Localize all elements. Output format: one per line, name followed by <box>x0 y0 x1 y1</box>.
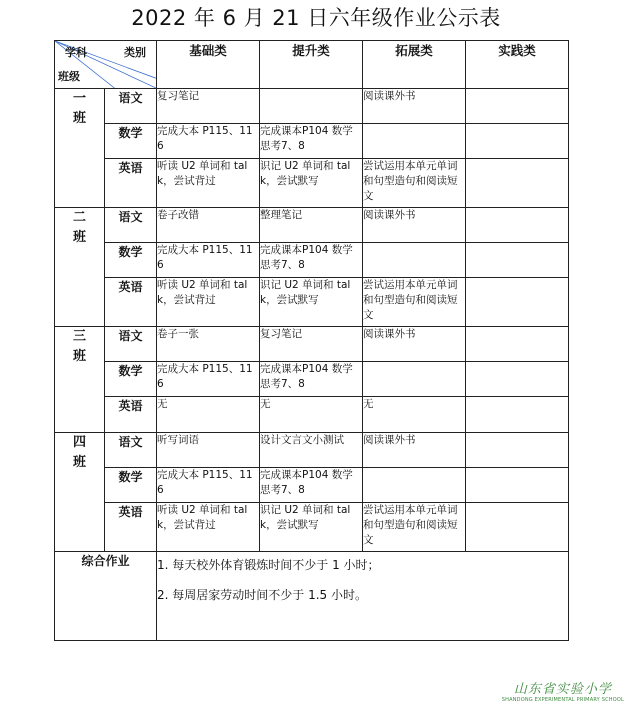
homework-cell: 阅读课外书 <box>363 327 466 362</box>
homework-cell: 完成大本 P115、116 <box>157 468 260 503</box>
class-label-1: 一 班 <box>55 89 105 208</box>
subject-label: 语文 <box>105 208 157 243</box>
homework-cell <box>363 124 466 159</box>
subject-label: 英语 <box>105 503 157 552</box>
school-logo <box>502 678 624 703</box>
homework-cell <box>363 468 466 503</box>
homework-cell: 完成大本 P115、116 <box>157 124 260 159</box>
homework-cell: 听读 U2 单词和 talk，尝试背过 <box>157 503 260 552</box>
table-row <box>55 89 569 124</box>
homework-cell <box>260 89 363 124</box>
table-row <box>55 124 569 159</box>
table-row <box>55 468 569 503</box>
subject-label: 语文 <box>105 327 157 362</box>
homework-cell: 完成课本P104 数学思考7、8 <box>260 124 363 159</box>
header-row <box>55 41 569 89</box>
table-row <box>55 327 569 362</box>
table-row <box>55 503 569 552</box>
table-row <box>55 159 569 208</box>
homework-cell <box>466 124 569 159</box>
homework-cell: 完成大本 P115、116 <box>157 362 260 397</box>
homework-cell: 尝试运用本单元单词和句型造句和阅读短文 <box>363 278 466 327</box>
subject-label: 数学 <box>105 243 157 278</box>
general-item-2: 2. 每周居家劳动时间不少于 1.5 小时。 <box>157 588 367 602</box>
category-basic: 基础类 <box>157 41 260 89</box>
subject-label: 数学 <box>105 468 157 503</box>
subject-label: 语文 <box>105 89 157 124</box>
homework-table <box>54 40 569 641</box>
homework-cell <box>466 278 569 327</box>
homework-cell <box>466 208 569 243</box>
corner-header-cell <box>55 41 157 89</box>
table-row <box>55 208 569 243</box>
homework-cell <box>363 362 466 397</box>
homework-cell: 完成大本 P115、116 <box>157 243 260 278</box>
homework-cell <box>466 433 569 468</box>
subject-label: 语文 <box>105 433 157 468</box>
table-row <box>55 243 569 278</box>
homework-cell: 卷子一张 <box>157 327 260 362</box>
homework-cell: 无 <box>157 397 260 433</box>
homework-cell: 完成课本P104 数学思考7、8 <box>260 243 363 278</box>
table-row <box>55 362 569 397</box>
homework-cell: 无 <box>260 397 363 433</box>
class-label-2: 二 班 <box>55 208 105 327</box>
homework-cell: 完成课本P104 数学思考7、8 <box>260 468 363 503</box>
homework-cell: 识记 U2 单词和 talk，尝试默写 <box>260 503 363 552</box>
corner-class-label: 班级 <box>58 70 80 83</box>
homework-cell <box>466 327 569 362</box>
page-title: 2022 年 6 月 21 日六年级作业公示表 <box>131 6 501 30</box>
school-logo-english: SHANDONG EXPERIMENTAL PRIMARY SCHOOL <box>501 697 624 703</box>
category-extend: 拓展类 <box>363 41 466 89</box>
homework-cell: 设计文言文小测试 <box>260 433 363 468</box>
subject-label: 英语 <box>105 278 157 327</box>
general-homework-row <box>55 552 569 641</box>
corner-category-label: 类别 <box>124 46 146 59</box>
homework-cell: 尝试运用本单元单词和句型造句和阅读短文 <box>363 159 466 208</box>
table-row <box>55 433 569 468</box>
homework-cell <box>363 243 466 278</box>
corner-subject-label: 学科 <box>65 46 87 59</box>
category-improve: 提升类 <box>260 41 363 89</box>
homework-cell: 卷子改错 <box>157 208 260 243</box>
homework-cell: 复习笔记 <box>260 327 363 362</box>
homework-cell: 阅读课外书 <box>363 208 466 243</box>
school-logo-name: 山东省实验小学 <box>513 682 612 697</box>
homework-cell: 听读 U2 单词和 talk，尝试背过 <box>157 159 260 208</box>
homework-cell: 识记 U2 单词和 talk，尝试默写 <box>260 278 363 327</box>
general-homework-label: 综合作业 <box>55 552 157 641</box>
homework-cell: 阅读课外书 <box>363 433 466 468</box>
subject-label: 数学 <box>105 362 157 397</box>
subject-label: 英语 <box>105 159 157 208</box>
subject-label: 数学 <box>105 124 157 159</box>
table-row <box>55 397 569 433</box>
category-practice: 实践类 <box>466 41 569 89</box>
homework-cell: 无 <box>363 397 466 433</box>
homework-cell <box>466 362 569 397</box>
homework-cell: 完成课本P104 数学思考7、8 <box>260 362 363 397</box>
class-label-3: 三 班 <box>55 327 105 433</box>
homework-cell: 阅读课外书 <box>363 89 466 124</box>
general-item-1: 1. 每天校外体育锻炼时间不少于 1 小时； <box>157 558 380 572</box>
homework-cell: 复习笔记 <box>157 89 260 124</box>
homework-cell: 听读 U2 单词和 talk，尝试背过 <box>157 278 260 327</box>
homework-cell <box>466 397 569 433</box>
homework-cell <box>466 503 569 552</box>
class-label-4: 四 班 <box>55 433 105 552</box>
homework-cell <box>466 243 569 278</box>
homework-cell: 整理笔记 <box>260 208 363 243</box>
subject-label: 英语 <box>105 397 157 433</box>
homework-cell <box>466 468 569 503</box>
homework-cell: 识记 U2 单词和 talk，尝试默写 <box>260 159 363 208</box>
homework-cell <box>466 89 569 124</box>
homework-cell <box>466 159 569 208</box>
homework-cell: 尝试运用本单元单词和句型造句和阅读短文 <box>363 503 466 552</box>
homework-cell: 听写词语 <box>157 433 260 468</box>
general-homework-content <box>157 552 569 641</box>
table-row <box>55 278 569 327</box>
